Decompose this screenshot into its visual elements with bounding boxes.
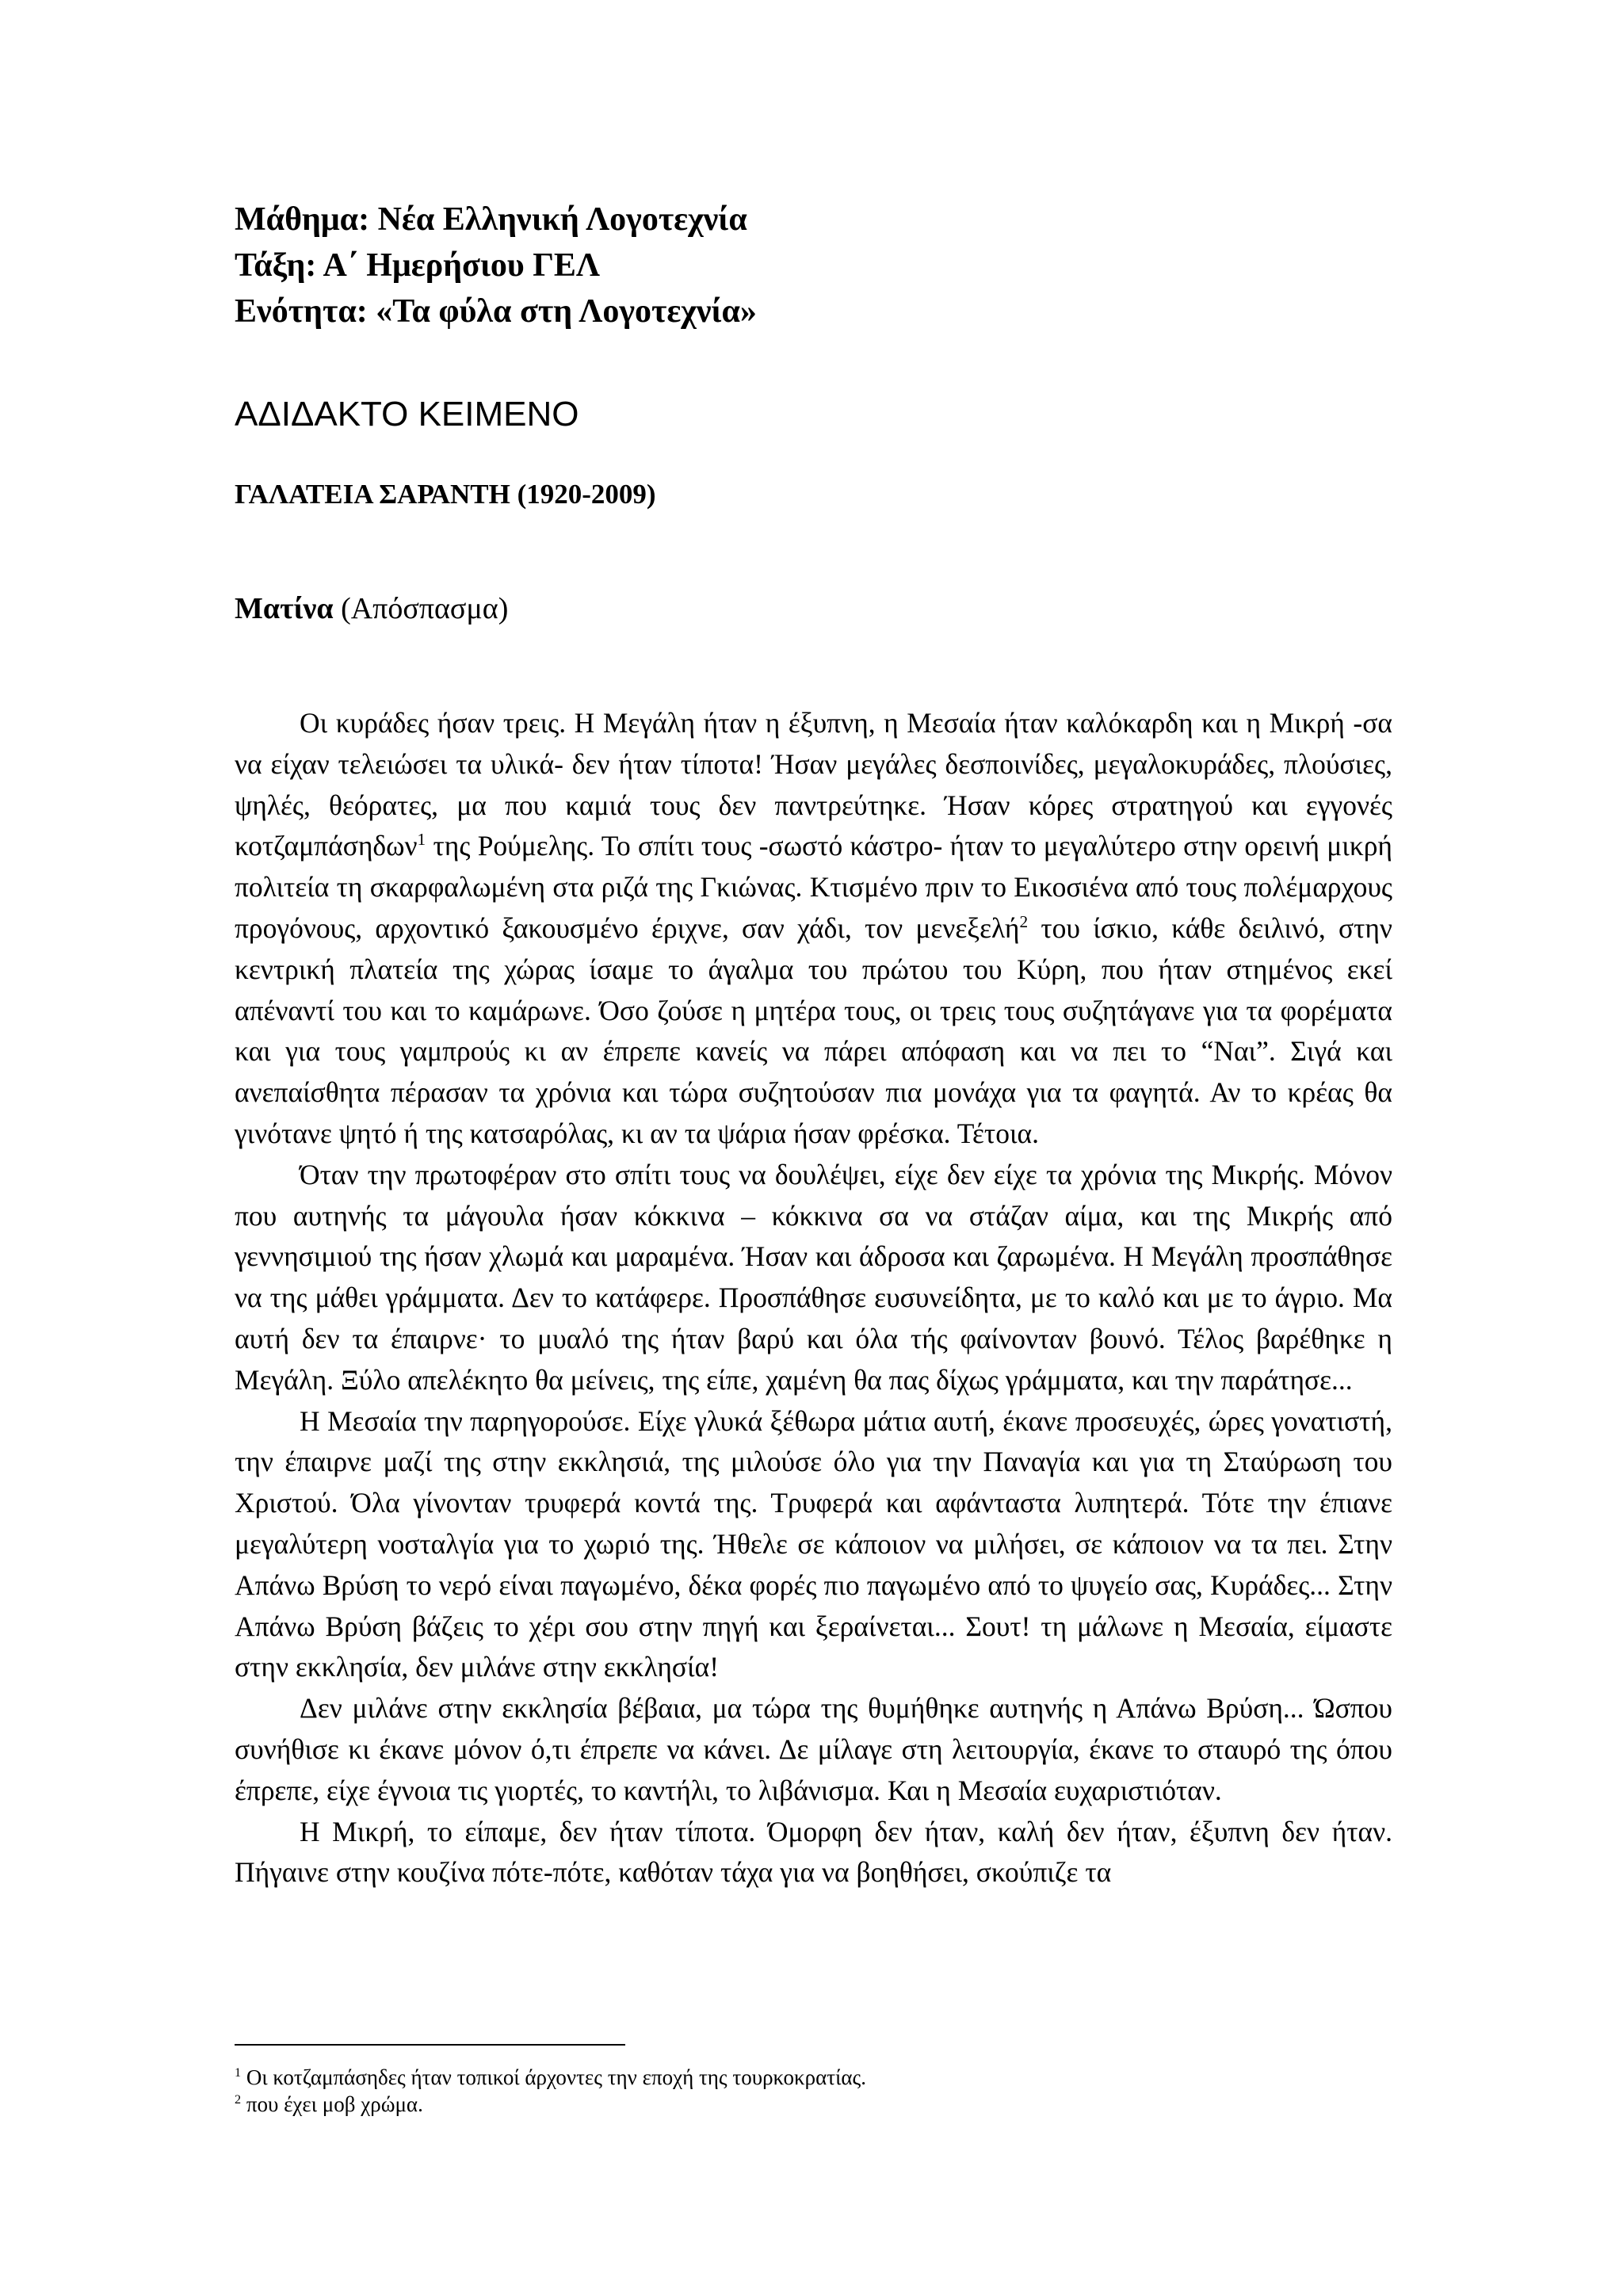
footnote-ref-1: 1 <box>417 830 426 850</box>
footnotes <box>235 2064 866 2118</box>
footnote-2 <box>235 2091 866 2118</box>
work-title <box>235 589 508 628</box>
footnote-marker-2: 2 <box>235 2092 242 2107</box>
paragraph-1-part-b: της Ρούμελης. Το σπίτι τους -σωστό κάστρο- ήταν το μεγαλύτερο στην ορεινή μικρή πολιτεία τη σκαρφαλωμένη στα ριζά της Γκιώνας. Κτισμένο πριν το Εικοσιένα από τους πολέμαρχους προγόνους, αρχοντικό ξακουσμένο έριχνε, σαν χάδι, τον μενεξελή <box>235 830 1392 944</box>
paragraph-3: Η Μεσαία την παρηγορούσε. Είχε γλυκά ξέθωρα μάτια αυτή, έκανε προσευχές, ώρες γονατιστή, την έπαιρνε μαζί της στην εκκλησιά, της μιλούσε όλο για την Παναγία και για τη Σταύρωση του Χριστού. Όλα γίνονταν τρυφερά κοντά της. Τρυφερά και αφάνταστα λυπητερά. Τότε την έπιανε μεγαλύτερη νοσταλγία για το χωριό της. Ήθελε σε κάποιον να μιλήσει, σε κάποιον να τα πει. Στην Απάνω Βρύση το νερό είναι παγωμένο, δέκα φορές πιο παγωμένο από το ψυγείο σας, Κυράδες... Στην Απάνω Βρύση βάζεις το χέρι σου στην πηγή και ξεραίνεται... Σουτ! τη μάλωνε η Μεσαία, είμαστε στην εκκλησία, δεν μιλάνε στην εκκλησία! <box>235 1404 1392 1683</box>
author-heading: ΓΑΛΑΤΕΙΑ ΣΑΡΑΝΤΗ (1920-2009) <box>235 479 656 510</box>
footnote-ref-2: 2 <box>1019 912 1029 932</box>
work-title-name: Ματίνα <box>235 592 334 625</box>
paragraph-1-part-c: του ίσκιο, κάθε δειλινό, στην κεντρική πλατεία της χώρας ίσαμε το άγαλμα του πρώτου του Κύρη, που ήταν στημένος εκεί απέναντί του και το καμάρωνε. Όσο ζούσε η μητέρα τους, οι τρεις τους συζητάγανε για τα φορέματα και για τους γαμπρούς κι αν έπρεπε κανείς να πάρει απόφαση και να πει το “Ναι”. Σιγά και ανεπαίσθητα πέρασαν τα χρόνια και τώρα συζητούσαν πια μονάχα για τα φαγητά. Αν το κρέας θα γινότανε ψητό ή της κατσαρόλας, κι αν τα ψάρια ήσαν φρέσκα. Τέτοια. <box>235 911 1392 1149</box>
section-title: ΑΔΙΔΑΚΤΟ ΚΕΙΜΕΝΟ <box>235 395 579 434</box>
work-title-note: (Απόσπασμα) <box>341 592 509 625</box>
paragraph-4: Δεν μιλάνε στην εκκλησία βέβαια, μα τώρα της θυμήθηκε αυτηνής η Απάνω Βρύση... Ώσπου συνήθισε κι έκανε μόνον ό,τι έπρεπε να κάνει. Δε μίλαγε στη λειτουργία, έκανε το σταυρό της όπου έπρεπε, είχε έγνοια τις γιορτές, το καντήλι, το λιβάνισμα. Και η Μεσαία ευχαριστιόταν. <box>235 1692 1392 1806</box>
document-header <box>235 197 757 334</box>
footnote-1 <box>235 2064 866 2091</box>
paragraph-1-part-a: Οι κυράδες ήσαν τρεις. Η Μεγάλη ήταν η έξυπνη, η Μεσαία ήταν καλόκαρδη και η Μικρή -σα να είχαν τελειώσει τα υλικά- δεν ήταν τίποτα! Ήσαν μεγάλες δεσποινίδες, μεγαλοκυράδες, πλούσιες, ψηλές, θεόρατες, μα που καμιά τους δεν παντρεύτηκε. Ήσαν κόρες στρατηγού και εγγονές κοτζαμπάσηδων <box>235 707 1392 862</box>
paragraph-5: Η Μικρή, το είπαμε, δεν ήταν τίποτα. Όμορφη δεν ήταν, καλή δεν ήταν, έξυπνη δεν ήταν. Πήγαινε στην κουζίνα πότε-πότε, καθόταν τάχα για να βοηθήσει, σκούπιζε τα <box>235 1815 1392 1889</box>
paragraph-1 <box>235 703 1392 1155</box>
paragraph-2: Όταν την πρωτοφέραν στο σπίτι τους να δουλέψει, είχε δεν είχε τα χρόνια της Μικρής. Μόνον που αυτηνής τα μάγουλα ήσαν κόκκινα – κόκκινα σα να στάζαν αίμα, και της Μικρής από γεννησιμιού της ήσαν χλωμά και μαραμένα. Ήσαν και άδροσα και ζαρωμένα. Η Μεγάλη προσπάθησε να της μάθει γράμματα. Δεν το κατάφερε. Προσπάθησε ευσυνείδητα, με το καλό και με το άγριο. Μα αυτή δεν τα έπαιρνε· το μυαλό της ήταν βαρύ και όλα τής φαίνονταν βουνό. Τέλος βαρέθηκε η Μεγάλη. Ξύλο απελέκητο θα μείνεις, της είπε, χαμένη θα πας δίχως γράμματα, και την παράτησε... <box>235 1158 1392 1396</box>
class-line: Τάξη: Α΄ Ημερήσιου ΓΕΛ <box>235 247 601 284</box>
footnote-text-2: που έχει μοβ χρώμα. <box>241 2092 423 2116</box>
subject-line: Μάθημα: Νέα Ελληνική Λογοτεχνία <box>235 201 747 238</box>
unit-line: Ενότητα: «Τα φύλα στη Λογοτεχνία» <box>235 293 757 330</box>
footnote-divider <box>235 2044 625 2046</box>
footnote-marker-1: 1 <box>235 2065 242 2080</box>
footnote-text-1: Οι κοτζαμπάσηδες ήταν τοπικοί άρχοντες την εποχή της τουρκοκρατίας. <box>241 2065 866 2089</box>
excerpt-body <box>235 703 1392 1893</box>
